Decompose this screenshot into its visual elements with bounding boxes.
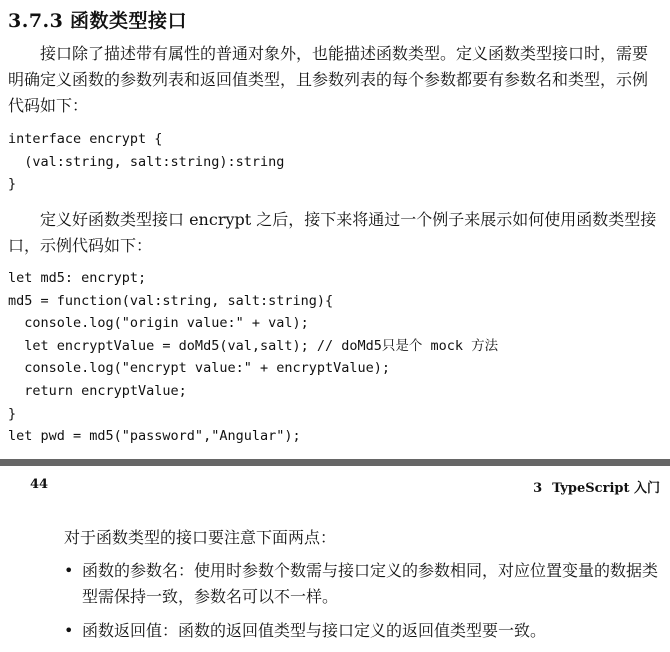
section-number: 3.7.3 xyxy=(8,10,64,32)
chapter-title: TypeScript 入门 xyxy=(552,481,660,496)
section-title: 函数类型接口 xyxy=(70,10,188,32)
paragraph-usage: 定义好函数类型接口 encrypt 之后，接下来将通过一个例子来展示如何使用函数类型接口，示例代码如下： xyxy=(8,210,657,255)
list-item: • 函数返回值：函数的返回值类型与接口定义的返回值类型要一致。 xyxy=(64,618,664,644)
paragraph-intro: 接口除了描述带有属性的普通对象外，也能描述函数类型。定义函数类型接口时，需要明确定义函数的参数列表和返回值类型，且参数列表的每个参数都要有参数名和类型，示例代码如下： xyxy=(8,44,649,115)
notes-intro: 对于函数类型的接口要注意下面两点： xyxy=(64,528,337,547)
page-number: 44 xyxy=(30,477,49,492)
code-block-usage: let md5: encrypt; md5 = function(val:string, salt:string){ console.log("origin value:" + val); let encryptValue = doMd5(val,salt); // doMd5只是个 mock 方法 console.log("encrypt value:" + encryptValue); return encryptValue; } let pwd = md5("password","Angular"); xyxy=(8,270,499,445)
running-header xyxy=(533,477,660,496)
section-heading xyxy=(8,6,187,33)
chapter-number: 3 xyxy=(533,481,543,496)
page-lower xyxy=(0,466,670,646)
notes-list xyxy=(64,558,664,652)
list-item: • 函数的参数名：使用时参数个数需与接口定义的参数相同，对应位置变量的数据类型需保持一致，参数名可以不一样。 xyxy=(64,558,664,610)
page-divider xyxy=(0,459,670,466)
code-block-interface: interface encrypt { (val:string, salt:string):string } xyxy=(8,131,285,193)
